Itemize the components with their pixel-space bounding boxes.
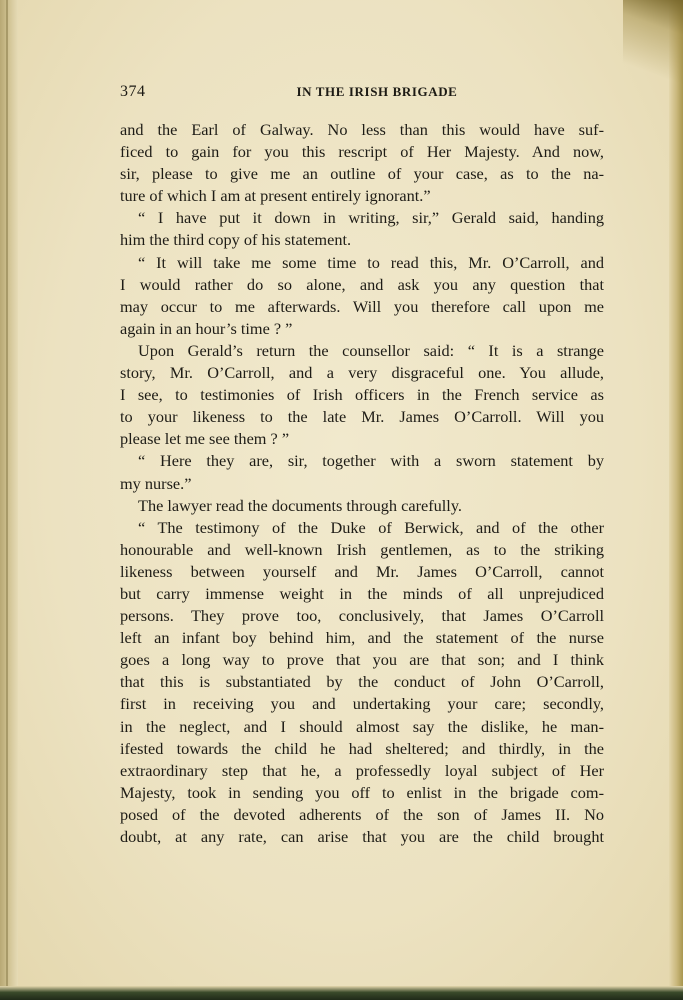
gutter-line [6,0,8,1000]
text-line: I would rather do so alone, and ask you any question that [120,274,604,294]
text-line: extraordinary step that he, a professedly loyal subject of Her [120,760,604,780]
text-line: again in an hour’s time ? ” [120,318,293,338]
text-line: story, Mr. O’Carroll, and a very disgraceful one. You allude, [120,363,604,383]
body-text [120,119,604,848]
text-line: him the third copy of his statement. [120,230,352,250]
text-line: may occur to me afterwards. Will you therefore call upon me [120,296,604,316]
running-title: IN THE IRISH BRIGADE [296,84,458,99]
text-line: ture of which I am at present entirely ignorant.” [120,186,431,206]
text-line: in the neglect, and I should almost say the dislike, he man- [120,716,604,736]
page-gutter [0,0,18,1000]
text-line: that this is substantiated by the conduct of John O’Carroll, [120,672,604,692]
text-line: ifested towards the child he had sheltered; and thirdly, in the [120,738,604,758]
text-line: “ I have put it down in writing, sir,” Gerald said, handing [138,208,604,228]
page-bottom-edge [0,986,683,1000]
running-head [120,83,604,103]
text-line: goes a long way to prove that you are that son; and I think [120,650,604,670]
text-line: to your likeness to the late Mr. James O’Carroll. Will you [120,407,604,427]
text-line: first in receiving you and undertaking your care; secondly, [120,694,604,714]
text-line: my nurse.” [120,473,192,493]
text-line: but carry immense weight in the minds of all unprejudiced [120,583,604,603]
text-line: doubt, at any rate, can arise that you are the child brought [120,827,604,846]
text-line: ficed to gain for you this rescript of Her Majesty. And now, [120,142,604,162]
text-line: Upon Gerald’s return the counsellor said: “ It is a strange [138,340,604,360]
text-line: please let me see them ? ” [120,429,290,449]
text-line: left an infant boy behind him, and the statement of the nurse [120,628,604,648]
text-line: honourable and well-known Irish gentlemen, as to the striking [120,539,604,559]
text-line: “ The testimony of the Duke of Berwick, and of the other [138,517,604,537]
text-line: posed of the devoted adherents of the son of James II. No [120,804,604,824]
page-right-edge [669,0,683,1000]
text-line: and the Earl of Galway. No less than this would have suf- [120,120,604,139]
text-line: “ Here they are, sir, together with a sworn statement by [138,451,604,471]
text-line: likeness between yourself and Mr. James O’Carroll, cannot [120,561,604,581]
page-corner-shadow [623,0,683,120]
text-line: “ It will take me some time to read this, Mr. O’Carroll, and [138,252,604,272]
text-line: sir, please to give me an outline of your case, as to the na- [120,164,604,184]
text-line: Majesty, took in sending you off to enlist in the brigade com- [120,782,604,802]
text-line: persons. They prove too, conclusively, that James O’Carroll [120,606,604,626]
text-line: I see, to testimonies of Irish officers in the French service as [120,385,604,405]
page-number: 374 [120,83,146,100]
text-line: The lawyer read the documents through carefully. [138,495,462,515]
